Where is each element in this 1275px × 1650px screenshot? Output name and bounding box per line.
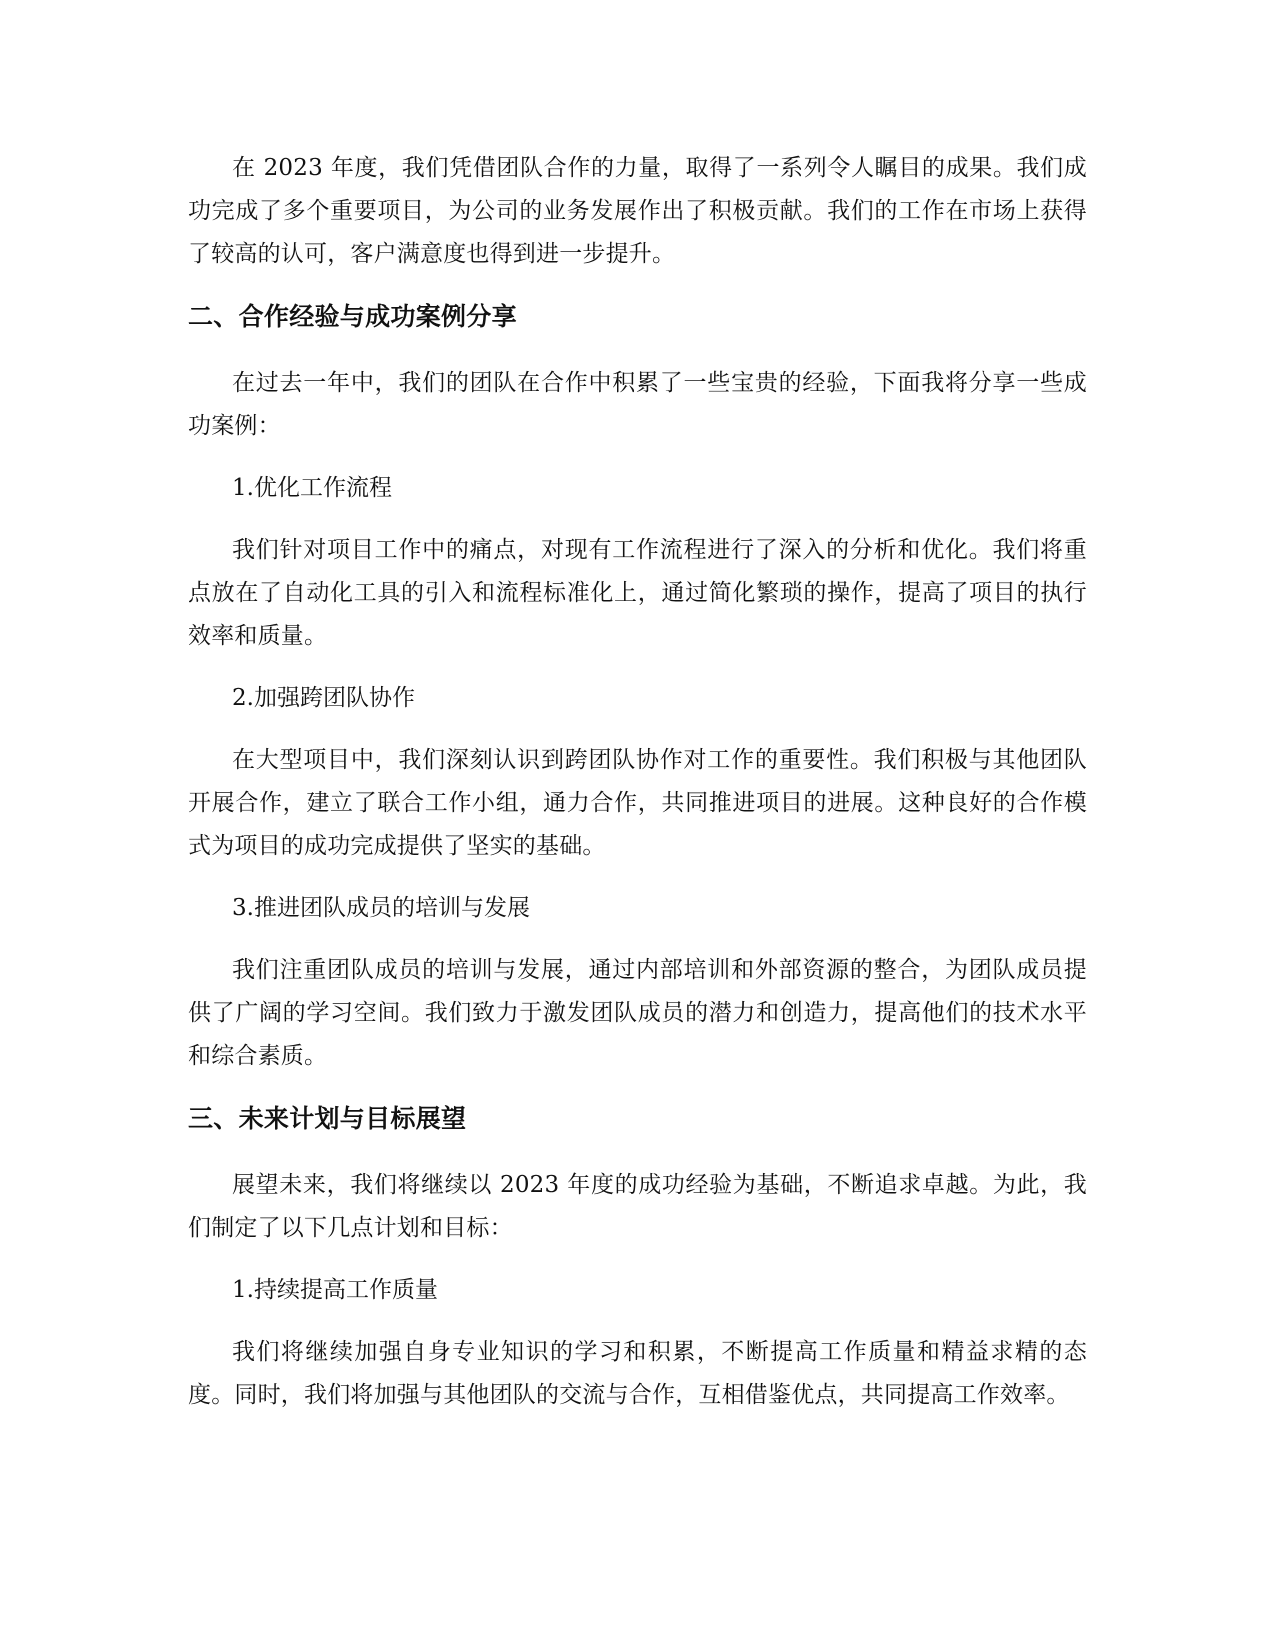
item-body-training: 我们注重团队成员的培训与发展，通过内部培训和外部资源的整合，为团队成员提供了广阔的学习空间。我们致力于激发团队成员的潜力和创造力，提高他们的技术水平和综合素质。 [188, 957, 1087, 1069]
item-title-training: 3.推进团队成员的培训与发展 [232, 895, 530, 921]
section-intro-paragraph: 展望未来，我们将继续以 2023 年度的成功经验为基础，不断追求卓越。为此，我们制定了以下几点计划和目标： [188, 1172, 1087, 1241]
section-heading-cooperation: 二、合作经验与成功案例分享 [188, 302, 517, 331]
item-title-workflow: 1.优化工作流程 [232, 475, 392, 501]
intro-paragraph: 在 2023 年度，我们凭借团队合作的力量，取得了一系列令人瞩目的成果。我们成功完成了多个重要项目，为公司的业务发展作出了积极贡献。我们的工作在市场上获得了较高的认可，客户满意度也得到进一步提升。 [188, 155, 1087, 267]
document-body [188, 147, 1087, 1436]
item-body-workflow: 我们针对项目工作中的痛点，对现有工作流程进行了深入的分析和优化。我们将重点放在了自动化工具的引入和流程标准化上，通过简化繁琐的操作，提高了项目的执行效率和质量。 [188, 537, 1087, 649]
item-body-cross-team: 在大型项目中，我们深刻认识到跨团队协作对工作的重要性。我们积极与其他团队开展合作，建立了联合工作小组，通力合作，共同推进项目的进展。这种良好的合作模式为项目的成功完成提供了坚实的基础。 [188, 747, 1087, 859]
item-body-quality: 我们将继续加强自身专业知识的学习和积累，不断提高工作质量和精益求精的态度。同时，我们将加强与其他团队的交流与合作，互相借鉴优点，共同提高工作效率。 [188, 1339, 1087, 1408]
section-intro-paragraph: 在过去一年中，我们的团队在合作中积累了一些宝贵的经验，下面我将分享一些成功案例： [188, 370, 1087, 439]
item-title-cross-team: 2.加强跨团队协作 [232, 685, 415, 711]
item-title-quality: 1.持续提高工作质量 [232, 1277, 438, 1303]
section-heading-future-plans: 三、未来计划与目标展望 [188, 1104, 467, 1133]
